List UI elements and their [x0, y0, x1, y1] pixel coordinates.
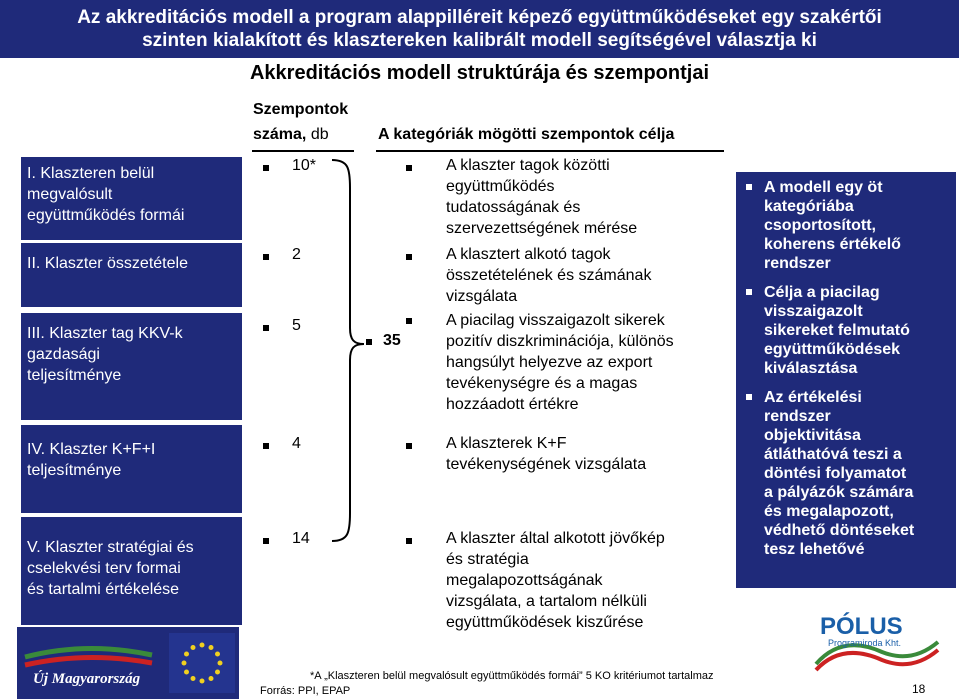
goal-3-line-4: tevékenységre és a magas — [446, 375, 638, 392]
source-note: Forrás: PPI, EPAP — [260, 685, 351, 697]
goal-5 — [446, 528, 665, 633]
goal-5-line-2: és stratégia — [446, 551, 529, 568]
count-header-line1: Szempontok — [253, 101, 349, 118]
summary-1-line-2: kategóriába — [764, 198, 854, 215]
goal-3-line-3: hangsúlyt helyezve az export — [446, 354, 653, 371]
polus-brand-text: PÓLUS — [820, 613, 903, 640]
goal-3-line-5: hozzáadott értékre — [446, 396, 579, 413]
count-bullet-1 — [263, 165, 269, 171]
summary-bullet-2 — [746, 289, 752, 295]
summary-2-line-2: visszaigazolt — [764, 303, 863, 320]
category-3-line-2: gazdasági — [27, 346, 100, 363]
goal-bullet-2 — [406, 254, 412, 260]
goal-2-line-3: vizsgálata — [446, 288, 518, 305]
count-1: 10* — [292, 157, 317, 174]
page-number: 18 — [912, 682, 926, 696]
summary-bullet-3 — [746, 394, 752, 400]
goal-5-line-5: együttműködések kiszűrése — [446, 614, 644, 631]
goal-bullet-3 — [406, 318, 412, 324]
category-2-line-1: II. Klaszter összetétele — [27, 255, 188, 272]
goal-5-line-4: vizsgálata, a tartalom nélküli — [446, 593, 647, 610]
category-3-line-3: teljesítménye — [27, 367, 122, 384]
uj-magyarorszag-ribbon-icon — [17, 627, 157, 699]
goal-bullet-1 — [406, 165, 412, 171]
goal-4 — [446, 433, 646, 475]
goal-bullet-4 — [406, 443, 412, 449]
count-2: 2 — [292, 246, 301, 263]
category-1-line-2: megvalósult — [27, 186, 113, 203]
summary-3-line-8: védhető döntéseket — [764, 522, 915, 539]
model-summary-box — [736, 172, 956, 588]
goal-3-line-2: pozitív diszkriminációja, különös — [446, 333, 674, 350]
goal-3 — [446, 310, 674, 415]
goal-5-line-1: A klaszter által alkotott jövőkép — [446, 530, 665, 547]
summary-item-3 — [744, 388, 950, 559]
goal-column-header: A kategóriák mögötti szempontok célja — [378, 126, 675, 143]
summary-1-line-5: rendszer — [764, 255, 831, 272]
summary-3-line-4: átláthatóvá teszi a — [764, 446, 902, 463]
count-5: 14 — [292, 530, 310, 547]
category-5 — [21, 517, 242, 625]
polus-logo — [812, 604, 942, 684]
summary-3-line-5: döntési folyamatot — [764, 465, 907, 482]
eu-flag-icon — [169, 633, 235, 693]
count-column-header — [253, 97, 348, 147]
summary-1-line-4: koherens értékelő — [764, 236, 901, 253]
summary-1-line-1: A modell egy öt — [764, 179, 883, 196]
goal-header-underline — [376, 150, 724, 152]
uj-magyarorszag-logo — [17, 627, 239, 699]
summary-bullet-1 — [746, 184, 752, 190]
goal-2-line-1: A klasztert alkotó tagok — [446, 246, 611, 263]
goal-1-line-4: szervezettségének mérése — [446, 220, 638, 237]
goal-5-line-3: megalapozottságának — [446, 572, 603, 589]
uj-magyarorszag-text: Új Magyarország — [33, 671, 141, 687]
goal-1-line-2: együttműködés — [446, 178, 555, 195]
summary-item-2 — [744, 283, 950, 378]
goal-4-line-2: tevékenységének vizsgálata — [446, 456, 647, 473]
count-3: 5 — [292, 317, 301, 334]
summary-3-line-9: tesz lehetővé — [764, 541, 865, 558]
total-count: 35 — [383, 332, 401, 349]
header-line-1: Az akkreditációs modell a program alappilléreit képező együttműködéseket egy szakértői — [77, 7, 882, 28]
count-header-bold: száma, — [253, 126, 307, 143]
category-1-line-3: együttműködés formái — [27, 207, 185, 224]
slide-header — [0, 0, 959, 58]
count-header-underline — [252, 150, 354, 152]
goal-2-line-2: összetételének és számának — [446, 267, 652, 284]
summary-3-line-1: Az értékelési — [764, 389, 862, 406]
summary-item-1 — [744, 178, 950, 273]
goal-bullet-5 — [406, 538, 412, 544]
goal-1 — [446, 155, 637, 239]
goal-2 — [446, 244, 651, 307]
polus-tagline-text: Programiroda Kht. — [828, 638, 902, 648]
summary-3-line-2: rendszer — [764, 408, 831, 425]
category-4 — [21, 425, 242, 513]
polus-emblem-icon — [812, 604, 942, 684]
summary-3-line-7: és megalapozott, — [764, 503, 894, 520]
summary-2-line-1: Célja a piacilag — [764, 284, 880, 301]
category-3-line-1: III. Klaszter tag KKV-k — [27, 325, 183, 342]
goal-1-line-3: tudatosságának és — [446, 199, 581, 216]
category-5-line-3: és tartalmi értékelése — [27, 581, 180, 598]
count-bullet-4 — [263, 443, 269, 449]
category-3 — [21, 313, 242, 420]
count-bullet-3 — [263, 325, 269, 331]
category-1-line-1: I. Klaszteren belül — [27, 165, 155, 182]
count-4: 4 — [292, 435, 301, 452]
sum-brace-icon — [330, 158, 370, 543]
slide-subtitle: Akkreditációs modell struktúrája és szempontjai — [249, 62, 710, 84]
category-5-line-1: V. Klaszter stratégiai és — [27, 539, 194, 556]
goal-1-line-1: A klaszter tagok közötti — [446, 157, 610, 174]
summary-3-line-3: objektivitása — [764, 427, 861, 444]
count-bullet-5 — [263, 538, 269, 544]
summary-1-line-3: csoportosított, — [764, 217, 876, 234]
summary-2-line-4: együttműködések — [764, 341, 901, 358]
category-4-line-1: IV. Klaszter K+F+I — [27, 441, 156, 458]
count-header-unit: db — [306, 126, 329, 143]
eu-stars-icon — [169, 633, 235, 693]
footnote: *A „Klaszteren belül megvalósult együttműködés formái” 5 KO kritériumot tartalmaz — [310, 670, 714, 682]
summary-3-line-6: a pályázók számára — [764, 484, 914, 501]
summary-2-line-3: sikereket felmutató — [764, 322, 910, 339]
count-bullet-2 — [263, 254, 269, 260]
category-2 — [21, 243, 242, 307]
category-1 — [21, 157, 242, 240]
goal-3-line-1: A piacilag visszaigazolt sikerek — [446, 312, 665, 329]
header-line-2: szinten kialakított és klasztereken kalibrált modell segítségével választja ki — [142, 30, 817, 51]
total-bullet — [366, 339, 372, 345]
goal-4-line-1: A klaszterek K+F — [446, 435, 567, 452]
summary-2-line-5: kiválasztása — [764, 360, 858, 377]
category-5-line-2: cselekvési terv formai — [27, 560, 181, 577]
category-4-line-2: teljesítménye — [27, 462, 122, 479]
